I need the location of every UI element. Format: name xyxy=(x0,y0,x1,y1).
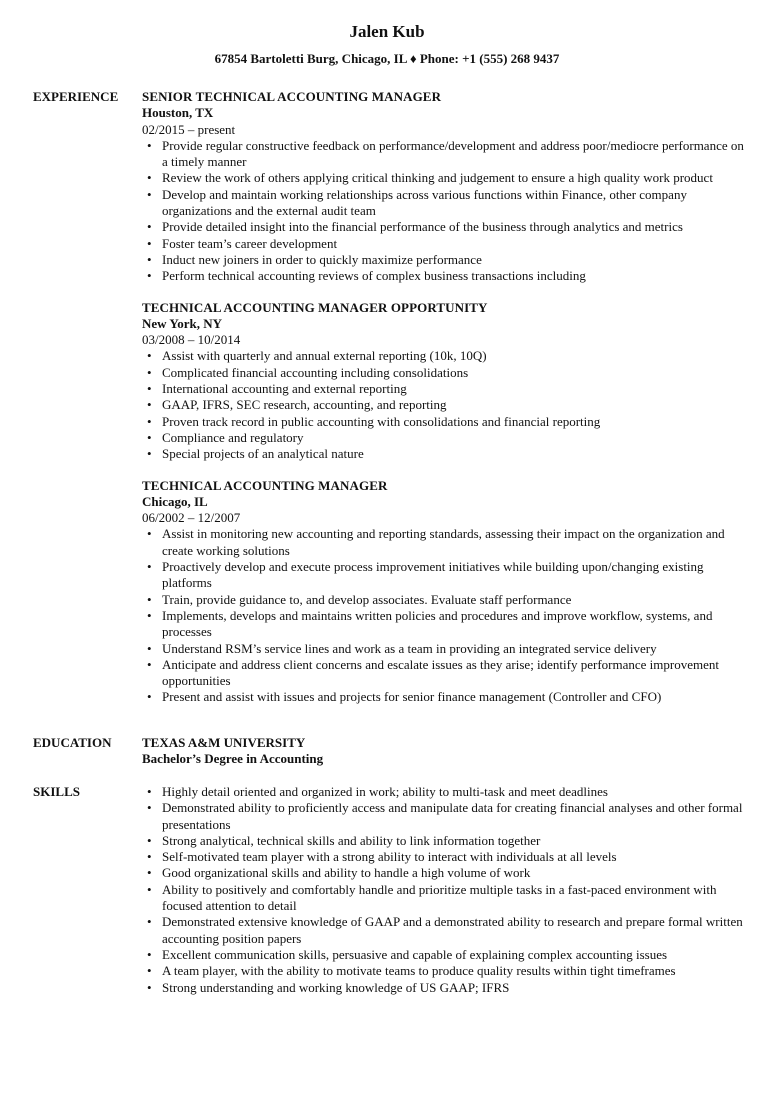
job-duties-list xyxy=(142,138,747,285)
job-dates: 06/2002 – 12/2007 xyxy=(142,510,241,526)
degree-name: Bachelor’s Degree in Accounting xyxy=(142,751,324,767)
job-duty-item: • Develop and maintain working relationships across various functions within Finance, other company organizations and the external audit team xyxy=(142,187,747,220)
job-location: New York, NY xyxy=(142,315,223,331)
job-dates: 03/2008 – 10/2014 xyxy=(142,332,241,348)
school-name: TEXAS A&M UNIVERSITY xyxy=(142,735,306,750)
job-duty-item: • Complicated financial accounting including consolidations xyxy=(142,365,747,381)
job-location: Chicago, IL xyxy=(142,493,208,509)
skill-item: • Good organizational skills and ability to handle a high volume of work xyxy=(142,865,747,881)
candidate-name: Jalen Kub xyxy=(349,22,425,41)
job-duty-item: • Provide detailed insight into the financial performance of the business through analytics and metrics xyxy=(142,219,747,235)
skill-item: • Strong analytical, technical skills and ability to link information together xyxy=(142,833,747,849)
skill-item: • Ability to positively and comfortably handle and prioritize multiple tasks in a fast-paced environment with focused attention to detail xyxy=(142,882,747,915)
job-duty-item: • Foster team’s career development xyxy=(142,236,747,252)
job-duty-item: • Assist with quarterly and annual external reporting (10k, 10Q) xyxy=(142,348,747,364)
job-entry xyxy=(142,300,747,463)
job-duty-item: • Compliance and regulatory xyxy=(142,430,747,446)
skill-item: • Strong understanding and working knowledge of US GAAP; IFRS xyxy=(142,980,747,996)
job-duty-item: • Present and assist with issues and projects for senior finance management (Controller and CFO) xyxy=(142,689,747,705)
job-duty-item: • Induct new joiners in order to quickly maximize performance xyxy=(142,252,747,268)
job-entry xyxy=(142,478,747,706)
job-duty-item: • GAAP, IFRS, SEC research, accounting, and reporting xyxy=(142,397,747,413)
job-duty-item: • Train, provide guidance to, and develop associates. Evaluate staff performance xyxy=(142,592,747,608)
job-location: Houston, TX xyxy=(142,105,214,121)
skills-body xyxy=(142,784,747,996)
job-title: SENIOR TECHNICAL ACCOUNTING MANAGER xyxy=(142,89,442,104)
skill-item: • Excellent communication skills, persuasive and capable of explaining complex accounting issues xyxy=(142,947,747,963)
job-duty-item: • Proven track record in public accounting with consolidations and financial reporting xyxy=(142,414,747,430)
job-duty-item: • Special projects of an analytical nature xyxy=(142,446,747,462)
skill-item: • Demonstrated extensive knowledge of GAAP and a demonstrated ability to research and prepare formal written accounting position papers xyxy=(142,914,747,947)
job-entry xyxy=(142,89,747,285)
job-title: TECHNICAL ACCOUNTING MANAGER xyxy=(142,477,388,493)
job-duty-item: • Assist in monitoring new accounting and reporting standards, assessing their impact on the organization and create working solutions xyxy=(142,526,747,559)
job-dates: 02/2015 – present xyxy=(142,121,236,137)
skills-list xyxy=(142,784,747,996)
experience-list xyxy=(142,89,747,721)
job-duty-item: • Review the work of others applying critical thinking and judgement to ensure a high quality work product xyxy=(142,170,747,186)
skill-item: • A team player, with the ability to motivate teams to produce quality results within tight timeframes xyxy=(142,963,747,979)
job-duties-list xyxy=(142,526,747,705)
job-duty-item: • Perform technical accounting reviews of complex business transactions including xyxy=(142,268,747,284)
section-label-experience: EXPERIENCE xyxy=(33,89,119,104)
job-duty-item: • Anticipate and address client concerns and escalate issues as they arise; identify performance improvement opportunities xyxy=(142,657,747,690)
job-duty-item: • Understand RSM’s service lines and work as a team in providing an integrated service delivery xyxy=(142,641,747,657)
job-duties-list xyxy=(142,348,747,462)
skill-item: • Highly detail oriented and organized in work; ability to multi-task and meet deadlines xyxy=(142,784,747,800)
skill-item: • Self-motivated team player with a strong ability to interact with individuals at all levels xyxy=(142,849,747,865)
job-duty-item: • Proactively develop and execute process improvement initiatives while building upon/changing existing platforms xyxy=(142,559,747,592)
job-duty-item: • Implements, develops and maintains written policies and procedures and improve workflow, systems, and processes xyxy=(142,608,747,641)
job-duty-item: • Provide regular constructive feedback on performance/development and address poor/mediocre performance on a timely manner xyxy=(142,138,747,171)
job-title: TECHNICAL ACCOUNTING MANAGER OPPORTUNITY xyxy=(142,299,488,315)
section-label-skills: SKILLS xyxy=(33,784,80,799)
education-entry xyxy=(142,735,747,768)
job-duty-item: • International accounting and external reporting xyxy=(142,381,747,397)
skill-item: • Demonstrated ability to proficiently access and manipulate data for creating financial analyses and other formal presentations xyxy=(142,800,747,833)
contact-line: 67854 Bartoletti Burg, Chicago, IL ♦ Phone: +1 (555) 268 9437 xyxy=(214,51,560,66)
section-label-education: EDUCATION xyxy=(33,735,112,750)
